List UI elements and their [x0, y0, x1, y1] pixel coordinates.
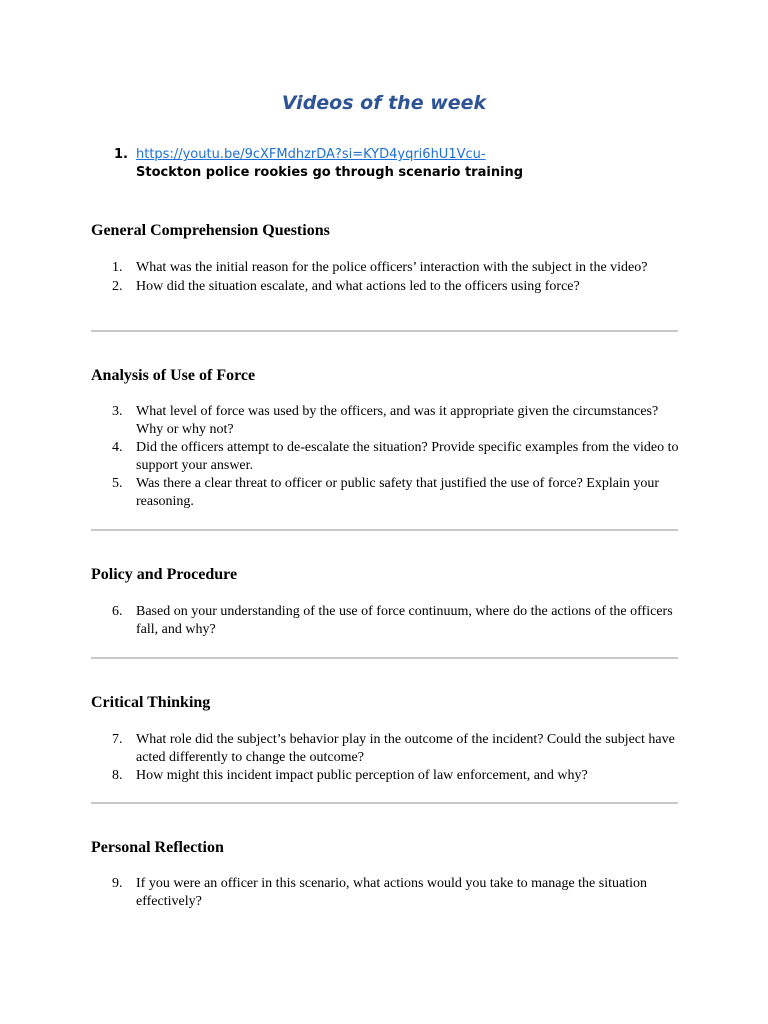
- section-heading-use-of-force: Analysis of Use of Force: [91, 367, 256, 384]
- question-text: What was the initial reason for the police officers’ interaction with the subject in the video?: [136, 260, 648, 275]
- question-number: 2.: [112, 278, 123, 294]
- question-list-general-comprehension: [91, 259, 681, 296]
- question-item: [91, 403, 681, 438]
- question-number: 7.: [112, 732, 123, 747]
- question-number: 9.: [112, 876, 123, 891]
- video-caption: Stockton police rookies go through scenario training: [136, 165, 524, 180]
- video-link[interactable]: https://youtu.be/9cXFMdhzrDA?si=KYD4yqri6hU1Vcu-: [136, 147, 486, 162]
- question-text: Did the officers attempt to de-escalate the situation? Provide specific examples from the video to support your answer.: [136, 440, 679, 473]
- question-list-critical-thinking: [91, 731, 681, 786]
- section-heading-critical-thinking: Critical Thinking: [91, 694, 211, 711]
- question-number: 5.: [112, 476, 123, 491]
- question-item: [91, 875, 681, 910]
- section-heading-general-comprehension: General Comprehension Questions: [91, 222, 330, 239]
- question-list-policy-procedure: [91, 603, 681, 639]
- question-item: [91, 278, 681, 296]
- section-divider: [91, 529, 678, 531]
- question-number: 4.: [112, 440, 123, 455]
- page-title: Videos of the week: [281, 92, 487, 114]
- question-list-use-of-force: [91, 403, 681, 511]
- section-divider: [91, 802, 678, 804]
- question-text: How did the situation escalate, and what actions led to the officers using force?: [136, 278, 580, 294]
- question-item: [91, 439, 681, 474]
- question-item: [91, 603, 681, 638]
- question-text: Based on your understanding of the use of force continuum, where do the actions of the officers fall, and why?: [136, 604, 673, 637]
- question-text: Was there a clear threat to officer or public safety that justified the use of force? Explain your reasoning.: [136, 476, 660, 509]
- section-divider: [91, 330, 678, 332]
- question-text: If you were an officer in this scenario, what actions would you take to manage the situation effectively?: [136, 876, 647, 909]
- question-number: 8.: [112, 768, 123, 783]
- video-item-number: 1.: [114, 147, 128, 162]
- question-text: How might this incident impact public perception of law enforcement, and why?: [136, 768, 588, 783]
- question-list-personal-reflection: [91, 875, 681, 911]
- question-text: What role did the subject’s behavior play in the outcome of the incident? Could the subject have acted differently to change the outcome?: [136, 732, 675, 765]
- section-divider: [91, 657, 678, 659]
- section-heading-personal-reflection: Personal Reflection: [91, 839, 224, 856]
- question-number: 3.: [112, 404, 123, 419]
- question-item: [91, 731, 681, 766]
- question-text: What level of force was used by the officers, and was it appropriate given the circumstances? Why or why not?: [136, 404, 659, 437]
- question-item: [91, 475, 681, 510]
- section-heading-policy-procedure: Policy and Procedure: [91, 566, 238, 583]
- question-item: [91, 259, 681, 277]
- question-number: 6.: [112, 604, 123, 619]
- question-number: 1.: [112, 260, 123, 275]
- question-item: [91, 767, 681, 785]
